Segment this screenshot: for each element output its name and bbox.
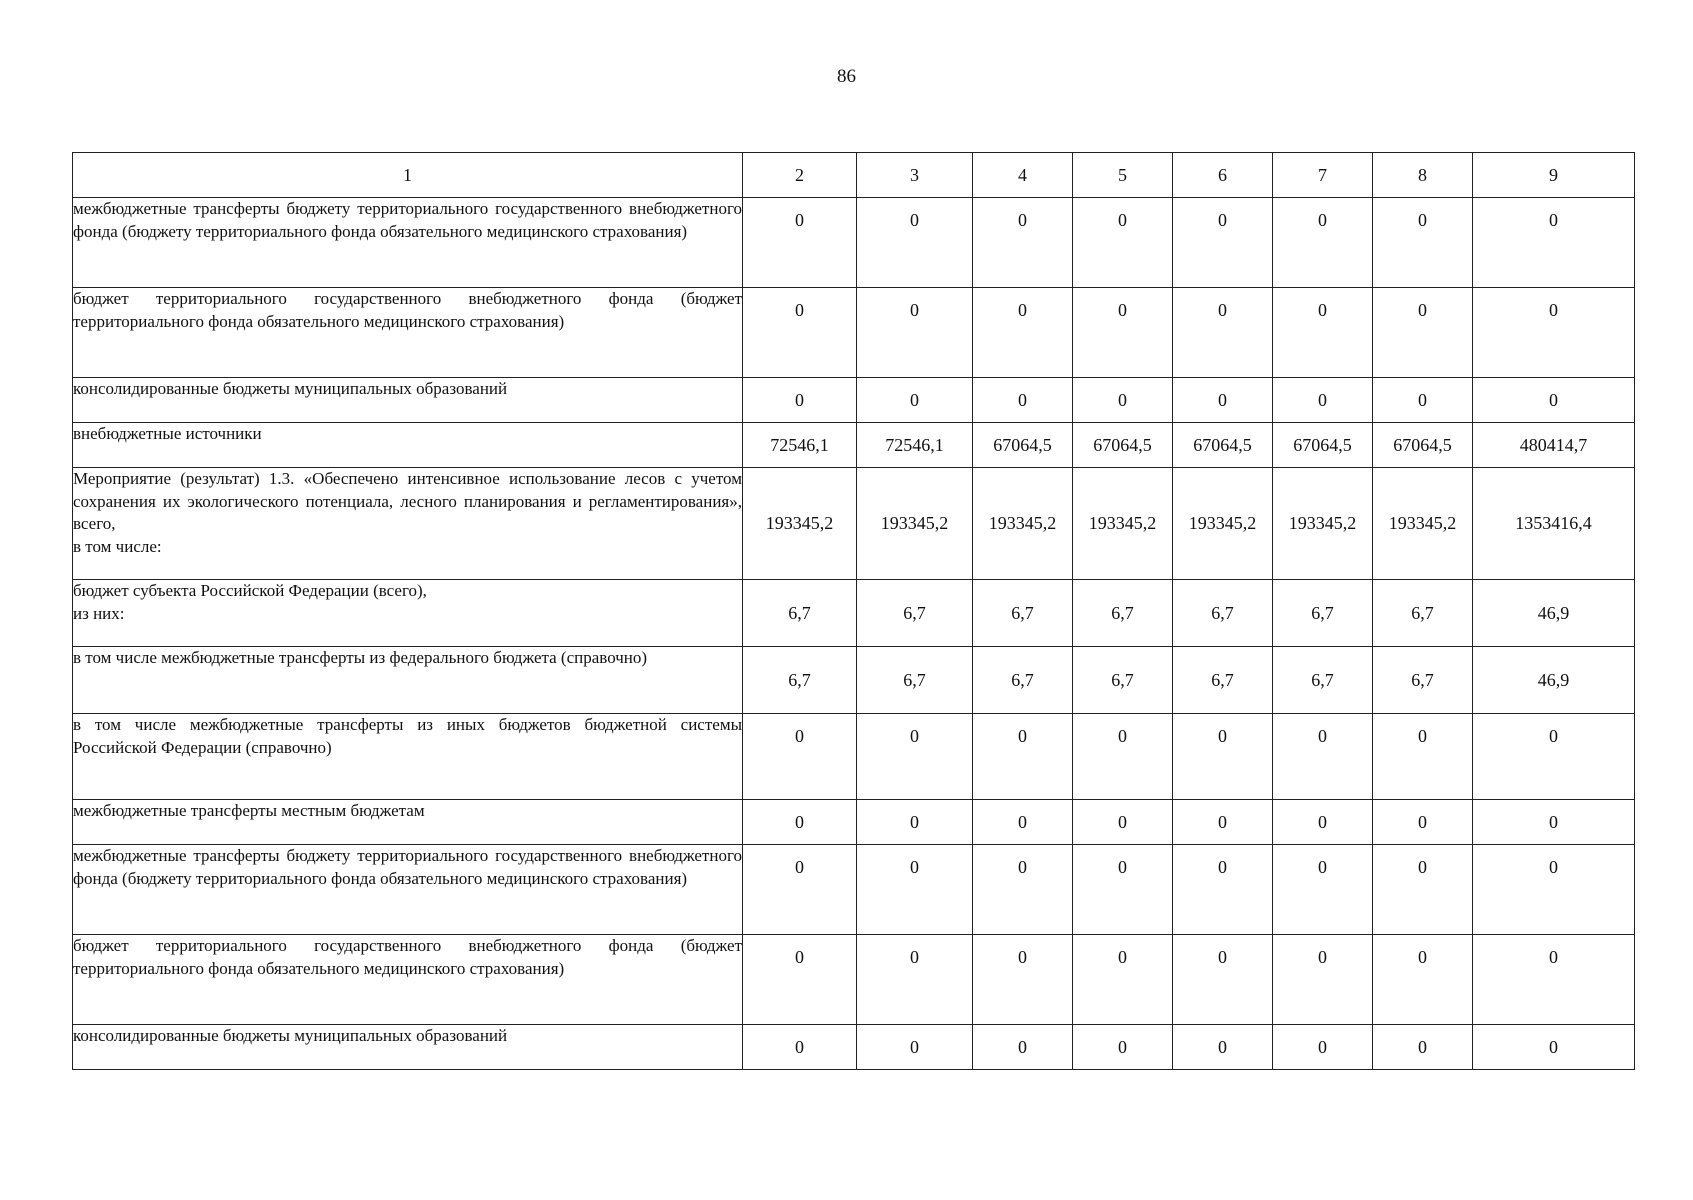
row-value: 6,7 [857, 580, 973, 647]
row-value: 0 [1173, 1025, 1273, 1070]
row-value: 480414,7 [1473, 423, 1635, 468]
row-label: в том числе межбюджетные трансферты из федерального бюджета (справочно) [73, 647, 743, 714]
row-value: 0 [743, 198, 857, 288]
row-value: 6,7 [1073, 647, 1173, 714]
header-cell: 5 [1073, 153, 1173, 198]
row-value: 72546,1 [743, 423, 857, 468]
table-row [73, 935, 1635, 1025]
header-cell: 7 [1273, 153, 1373, 198]
row-label-continuation: в том числе: [73, 536, 162, 556]
table-row [73, 378, 1635, 423]
header-cell: 1 [73, 153, 743, 198]
row-value: 6,7 [1273, 647, 1373, 714]
row-label: в том числе межбюджетные трансферты из иных бюджетов бюджетной системы Российской Федерации (справочно) [73, 714, 743, 800]
row-value: 193345,2 [1273, 468, 1373, 580]
header-cell: 4 [973, 153, 1073, 198]
row-label: консолидированные бюджеты муниципальных образований [73, 1025, 743, 1070]
row-value: 0 [1073, 800, 1173, 845]
table-row [73, 423, 1635, 468]
row-value: 6,7 [1173, 580, 1273, 647]
row-value: 0 [973, 800, 1073, 845]
row-value: 0 [743, 714, 857, 800]
page-number: 86 [837, 66, 856, 87]
row-value: 0 [857, 1025, 973, 1070]
row-value: 0 [1073, 378, 1173, 423]
header-cell: 8 [1373, 153, 1473, 198]
table-row [73, 580, 1635, 647]
header-row [73, 153, 1635, 198]
table-row [73, 1025, 1635, 1070]
row-value: 193345,2 [1073, 468, 1173, 580]
row-label: бюджет территориального государственного внебюджетного фонда (бюджет территориального фонда обязательного медицинского страхования) [73, 935, 743, 1025]
row-value: 6,7 [1373, 580, 1473, 647]
row-value: 0 [1073, 714, 1173, 800]
row-value: 46,9 [1473, 580, 1635, 647]
row-value: 0 [1373, 935, 1473, 1025]
row-label: внебюджетные источники [73, 423, 743, 468]
row-value: 67064,5 [973, 423, 1073, 468]
row-label: межбюджетные трансферты местным бюджетам [73, 800, 743, 845]
row-value: 0 [1373, 378, 1473, 423]
row-value: 0 [1473, 198, 1635, 288]
row-value: 6,7 [743, 580, 857, 647]
row-value: 67064,5 [1173, 423, 1273, 468]
table-row [73, 468, 1635, 580]
row-value: 193345,2 [857, 468, 973, 580]
row-value: 0 [857, 714, 973, 800]
row-value: 193345,2 [743, 468, 857, 580]
row-label: консолидированные бюджеты муниципальных образований [73, 378, 743, 423]
row-value: 193345,2 [973, 468, 1073, 580]
row-value: 0 [1173, 288, 1273, 378]
row-value: 0 [1173, 935, 1273, 1025]
row-value: 0 [1373, 714, 1473, 800]
row-label: бюджет субъекта Российской Федерации (всего), [73, 581, 427, 600]
row-value: 0 [743, 845, 857, 935]
row-label: межбюджетные трансферты бюджету территориального государственного внебюджетного фонда (бюджету территориального фонда обязательного медицинского страхования) [73, 198, 743, 288]
row-value: 0 [1073, 845, 1173, 935]
row-label: Мероприятие (результат) 1.3. «Обеспечено интенсивное использование лесов с учетом сохранения их экологического потенциала, лесного планирования и регламентирования», всего, [73, 469, 742, 533]
row-value: 6,7 [743, 647, 857, 714]
row-value: 0 [1273, 845, 1373, 935]
row-value: 0 [1473, 378, 1635, 423]
row-value: 0 [743, 288, 857, 378]
row-value: 0 [973, 845, 1073, 935]
row-value: 0 [1473, 288, 1635, 378]
row-label-cell [73, 580, 743, 647]
row-value: 0 [857, 198, 973, 288]
row-value: 0 [1473, 845, 1635, 935]
row-value: 6,7 [973, 647, 1073, 714]
row-value: 0 [1373, 1025, 1473, 1070]
row-value: 1353416,4 [1473, 468, 1635, 580]
row-value: 72546,1 [857, 423, 973, 468]
row-value: 0 [973, 288, 1073, 378]
row-value: 0 [1373, 800, 1473, 845]
row-value: 0 [857, 845, 973, 935]
row-value: 0 [1473, 935, 1635, 1025]
row-value: 0 [1073, 198, 1173, 288]
row-value: 0 [1073, 288, 1173, 378]
row-value: 0 [857, 800, 973, 845]
row-value: 0 [1173, 714, 1273, 800]
row-value: 0 [1173, 378, 1273, 423]
row-value: 0 [1273, 378, 1373, 423]
row-value: 0 [1473, 714, 1635, 800]
row-value: 0 [1273, 198, 1373, 288]
row-value: 0 [743, 1025, 857, 1070]
row-value: 0 [1473, 800, 1635, 845]
row-value: 67064,5 [1373, 423, 1473, 468]
row-value: 0 [857, 935, 973, 1025]
table-row [73, 714, 1635, 800]
row-value: 193345,2 [1373, 468, 1473, 580]
budget-table [72, 152, 1635, 1070]
row-value: 0 [743, 800, 857, 845]
row-value: 0 [1273, 714, 1373, 800]
row-value: 46,9 [1473, 647, 1635, 714]
row-value: 193345,2 [1173, 468, 1273, 580]
row-value: 0 [973, 1025, 1073, 1070]
row-value: 0 [743, 935, 857, 1025]
row-value: 6,7 [1073, 580, 1173, 647]
row-value: 6,7 [1173, 647, 1273, 714]
row-value: 6,7 [1273, 580, 1373, 647]
row-value: 0 [1273, 935, 1373, 1025]
row-value: 0 [857, 288, 973, 378]
header-cell: 2 [743, 153, 857, 198]
table-row [73, 647, 1635, 714]
row-value: 0 [1073, 1025, 1173, 1070]
row-value: 0 [1373, 198, 1473, 288]
row-value: 0 [1373, 288, 1473, 378]
header-cell: 3 [857, 153, 973, 198]
row-value: 6,7 [973, 580, 1073, 647]
row-value: 0 [973, 378, 1073, 423]
row-label-cell [73, 468, 743, 580]
table-row [73, 198, 1635, 288]
row-value: 0 [1473, 1025, 1635, 1070]
row-value: 0 [973, 935, 1073, 1025]
row-value: 67064,5 [1273, 423, 1373, 468]
row-value: 0 [1173, 845, 1273, 935]
row-value: 0 [1273, 288, 1373, 378]
row-value: 0 [973, 198, 1073, 288]
row-value: 6,7 [857, 647, 973, 714]
row-value: 0 [857, 378, 973, 423]
header-cell: 9 [1473, 153, 1635, 198]
row-value: 0 [973, 714, 1073, 800]
row-value: 0 [1173, 800, 1273, 845]
row-value: 0 [743, 378, 857, 423]
row-label: бюджет территориального государственного внебюджетного фонда (бюджет территориального фонда обязательного медицинского страхования) [73, 288, 743, 378]
row-value: 0 [1273, 800, 1373, 845]
header-cell: 6 [1173, 153, 1273, 198]
row-value: 0 [1273, 1025, 1373, 1070]
row-value: 0 [1173, 198, 1273, 288]
row-value: 0 [1073, 935, 1173, 1025]
row-label: межбюджетные трансферты бюджету территориального государственного внебюджетного фонда (бюджету территориального фонда обязательного медицинского страхования) [73, 845, 743, 935]
row-value: 67064,5 [1073, 423, 1173, 468]
table-row [73, 845, 1635, 935]
row-value: 0 [1373, 845, 1473, 935]
row-value: 6,7 [1373, 647, 1473, 714]
row-label-continuation: из них: [73, 603, 125, 623]
table-row [73, 288, 1635, 378]
table-row [73, 800, 1635, 845]
